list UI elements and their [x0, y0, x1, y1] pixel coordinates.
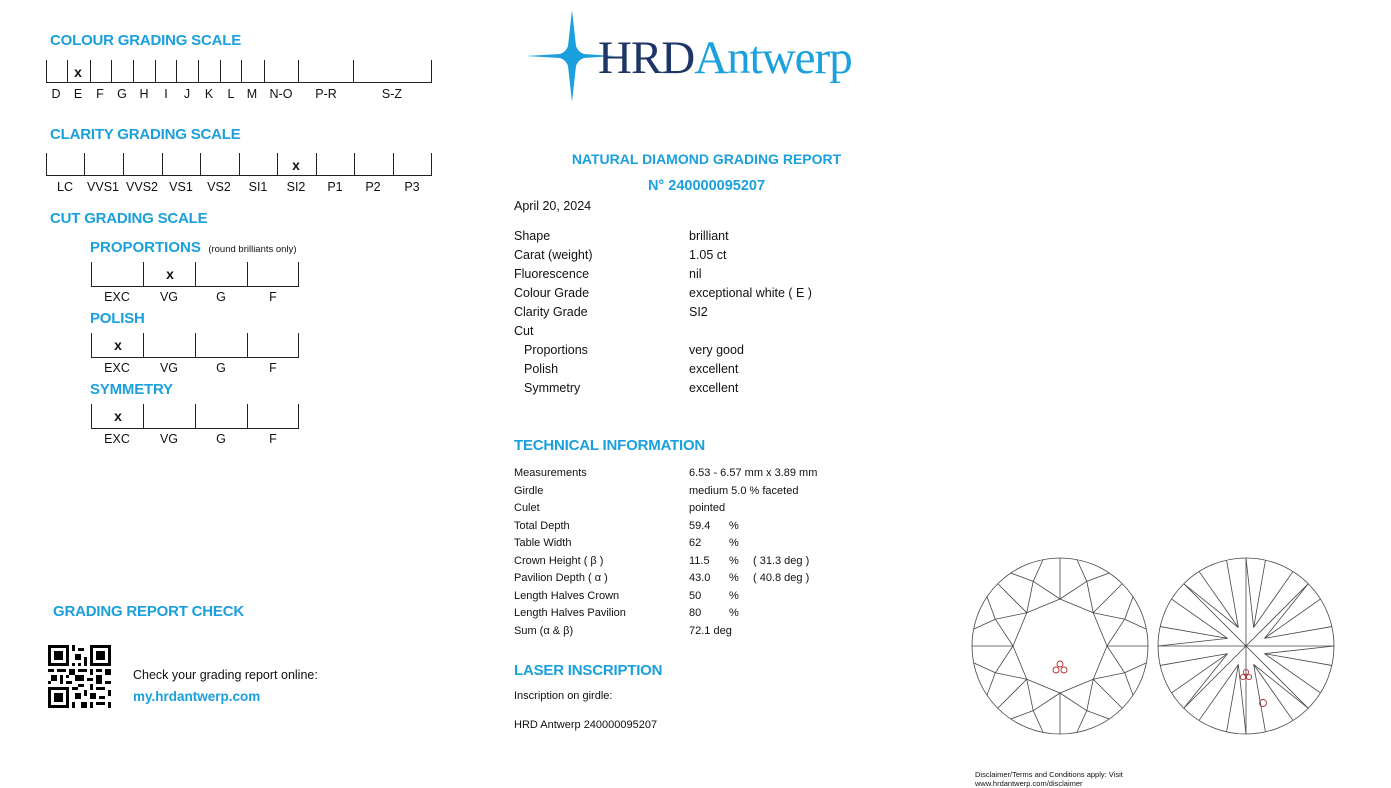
polish-label: EXC	[104, 361, 130, 375]
grading-value: very good	[689, 343, 744, 357]
pavilion-main	[1184, 584, 1246, 646]
clarity-label: P3	[404, 180, 420, 194]
laser-text: HRD Antwerp 240000095207	[514, 719, 658, 731]
tech-value: 59.4	[689, 519, 711, 532]
kite-edge	[998, 679, 1027, 708]
colour-label: F	[96, 87, 104, 101]
colour-tick	[264, 60, 265, 82]
crown-plot-diagram	[970, 556, 1150, 736]
star-facet	[1033, 581, 1060, 599]
cut-scale-title: CUT GRADING SCALE	[50, 210, 208, 227]
tech-extra: ( 31.3 deg )	[753, 554, 810, 567]
clarity-tick	[84, 153, 85, 175]
upper-girdle	[1033, 560, 1043, 582]
star-facet	[1107, 619, 1125, 646]
grading-value: nil	[689, 267, 702, 281]
star-facet	[1087, 679, 1093, 710]
upper-girdle	[1077, 711, 1087, 733]
clarity-tick	[277, 153, 278, 175]
colour-label: L	[227, 87, 235, 101]
tech-label: Pavilion Depth ( α )	[514, 572, 608, 584]
symmetry-label: G	[216, 432, 226, 446]
clarity-tick	[316, 153, 317, 175]
star-facet	[1087, 581, 1093, 612]
pavilion-edge	[1246, 558, 1254, 628]
star-facet	[1093, 673, 1124, 679]
polish-boxes	[91, 333, 299, 358]
polish-cell	[196, 333, 248, 357]
grading-label: Colour Grade	[514, 286, 590, 300]
grading-value: excellent	[689, 381, 739, 395]
tech-label: Measurements	[514, 467, 587, 479]
symmetry-cell	[196, 404, 248, 428]
clarity-label: LC	[57, 180, 73, 194]
clarity-tick	[46, 153, 47, 175]
upper-girdle	[1011, 573, 1033, 581]
grading-results-table	[514, 229, 894, 404]
clarity-grading-scale	[46, 153, 432, 193]
grading-label: Clarity Grade	[514, 305, 588, 319]
tech-value: 43.0	[689, 572, 711, 584]
colour-label: S-Z	[381, 87, 403, 101]
disclaimer-line1: Disclaimer/Terms and Conditions apply: Visit	[975, 770, 1123, 779]
grading-label: Cut	[514, 324, 534, 338]
proportions-label: VG	[159, 290, 179, 304]
pavilion-main	[1246, 646, 1308, 708]
clarity-label: VS1	[169, 180, 193, 194]
clarity-tick	[123, 153, 124, 175]
polish-label: F	[269, 361, 277, 375]
colour-tick	[90, 60, 91, 82]
pavilion-edge	[1264, 646, 1334, 654]
lower-girdle	[1227, 664, 1239, 731]
star-facet	[1107, 646, 1125, 673]
proportions-title: PROPORTIONS	[90, 239, 201, 256]
inclusion-mark-pavilion	[1240, 669, 1266, 706]
clarity-label: VVS1	[87, 180, 119, 194]
colour-baseline	[46, 60, 432, 83]
tech-unit: %	[729, 589, 739, 602]
tech-value: 11.5	[689, 554, 710, 567]
technical-title: TECHNICAL INFORMATION	[514, 437, 706, 454]
colour-tick	[220, 60, 221, 82]
lower-girdle	[1254, 664, 1266, 731]
lower-girdle	[1160, 627, 1227, 639]
colour-tick	[155, 60, 156, 82]
logo-hrd: HRD	[598, 32, 695, 84]
colour-label: H	[139, 87, 149, 101]
colour-tick	[46, 60, 47, 82]
star-facet	[1027, 679, 1033, 710]
table-edge	[1093, 613, 1107, 646]
table-edge	[1093, 646, 1107, 679]
colour-label: N-O	[269, 87, 293, 101]
colour-tick	[133, 60, 134, 82]
tech-label: Sum (α & β)	[514, 624, 574, 637]
colour-label: P-R	[315, 87, 337, 101]
pavilion-edge	[1184, 654, 1228, 709]
upper-girdle	[987, 673, 995, 695]
proportions-selected-mark: x	[166, 266, 174, 282]
lower-girdle	[1160, 654, 1227, 666]
clarity-label: P2	[365, 180, 381, 194]
check-link[interactable]: my.hrdantwerp.com	[133, 689, 261, 704]
disclaimer-line2[interactable]: www.hrdantwerp.com/disclaimer	[975, 779, 1083, 788]
clarity-tick	[431, 153, 432, 175]
colour-tick	[241, 60, 242, 82]
proportions-labels	[91, 290, 301, 306]
tech-label: Total Depth	[514, 519, 570, 532]
tech-label: Girdle	[514, 484, 544, 497]
colour-label: G	[117, 87, 127, 101]
colour-tick	[198, 60, 199, 82]
upper-girdle	[1125, 663, 1147, 673]
lower-girdle	[1227, 560, 1239, 627]
proportions-cell	[92, 262, 144, 286]
grading-label: Shape	[514, 229, 551, 243]
polish-label: VG	[159, 361, 179, 375]
grading-label: Fluorescence	[514, 267, 590, 281]
grading-value: excellent	[689, 362, 739, 376]
pavilion-main	[1184, 646, 1246, 708]
clarity-label: SI1	[248, 180, 268, 194]
kite-edge	[1093, 679, 1122, 708]
laser-label: Inscription on girdle:	[514, 690, 613, 702]
polish-cell	[144, 333, 196, 357]
proportions-label: F	[269, 290, 277, 304]
symmetry-label: VG	[159, 432, 179, 446]
pavilion-plot-diagram	[1156, 556, 1336, 736]
tech-label: Length Halves Crown	[514, 589, 620, 602]
pavilion-main	[1246, 584, 1308, 646]
proportions-cell	[196, 262, 248, 286]
tech-value: 6.53 - 6.57 mm x 3.89 mm	[689, 467, 818, 479]
upper-girdle	[1087, 573, 1109, 581]
star-facet	[995, 619, 1013, 646]
lower-girdle	[1254, 560, 1266, 627]
clarity-scale-title: CLARITY GRADING SCALE	[50, 126, 241, 143]
upper-girdle	[974, 663, 996, 673]
colour-label: M	[246, 87, 258, 101]
lower-girdle	[1264, 627, 1331, 639]
report-title: NATURAL DIAMOND GRADING REPORT	[571, 151, 842, 167]
tech-unit: %	[729, 572, 739, 584]
disclaimer	[975, 770, 1123, 788]
laser-title: LASER INSCRIPTION	[514, 662, 663, 679]
tech-label: Length Halves Pavilion	[514, 607, 626, 619]
upper-girdle	[987, 597, 995, 619]
table-edge	[1013, 646, 1027, 679]
colour-label: I	[164, 87, 168, 101]
pavilion-edge	[1184, 584, 1239, 628]
symmetry-selected-mark: x	[114, 408, 122, 424]
upper-girdle	[1125, 673, 1133, 695]
grading-value: SI2	[689, 305, 708, 319]
upper-girdle	[1087, 711, 1109, 719]
kite-edge	[998, 584, 1027, 613]
colour-label: K	[204, 87, 214, 101]
colour-grading-scale	[46, 60, 432, 106]
tech-unit: %	[729, 537, 739, 549]
tech-unit: %	[729, 607, 739, 619]
kite-edge	[1093, 584, 1122, 613]
lower-girdle	[1264, 654, 1331, 666]
tech-value: 80	[689, 607, 702, 619]
tech-unit: %	[729, 519, 739, 532]
colour-label: D	[51, 87, 61, 101]
colour-scale-title: COLOUR GRADING SCALE	[50, 32, 242, 49]
polish-title: POLISH	[90, 310, 145, 327]
star-facet	[995, 613, 1026, 619]
clarity-tick	[200, 153, 201, 175]
polish-cell	[248, 333, 299, 357]
star-facet	[1033, 693, 1060, 711]
proportions-label: G	[216, 290, 226, 304]
check-text: Check your grading report online:	[133, 668, 318, 682]
colour-selected-mark: x	[74, 64, 82, 80]
tech-value: medium 5.0 % faceted	[689, 484, 799, 497]
upper-girdle	[1125, 597, 1133, 619]
colour-tick	[431, 60, 432, 82]
upper-girdle	[1033, 711, 1043, 733]
colour-label: E	[73, 87, 83, 101]
report-number: N° 240000095207	[647, 178, 766, 194]
symmetry-cell	[144, 404, 196, 428]
tech-label: Table Width	[514, 537, 572, 549]
grading-label: Carat (weight)	[514, 248, 593, 262]
grading-value: 1.05 ct	[689, 248, 727, 262]
colour-tick	[111, 60, 112, 82]
colour-tick	[353, 60, 354, 82]
tech-value: 62	[689, 537, 702, 549]
symmetry-labels	[91, 432, 301, 448]
proportions-label: EXC	[104, 290, 130, 304]
tech-value: pointed	[689, 502, 726, 514]
upper-girdle	[1011, 711, 1033, 719]
colour-label: J	[183, 87, 191, 101]
clarity-tick	[162, 153, 163, 175]
pavilion-edge	[1158, 638, 1228, 646]
star-facet	[995, 646, 1013, 673]
tech-value: 50	[689, 589, 702, 602]
clarity-label: VS2	[207, 180, 231, 194]
upper-girdle	[1125, 619, 1147, 629]
colour-tick	[176, 60, 177, 82]
table-edge	[1027, 599, 1060, 613]
clarity-tick	[239, 153, 240, 175]
upper-girdle	[1077, 560, 1087, 582]
grading-value: exceptional white ( E )	[689, 286, 812, 300]
tech-label: Culet	[514, 502, 540, 514]
clarity-label: VVS2	[126, 180, 158, 194]
symmetry-boxes	[91, 404, 299, 429]
clarity-tick	[354, 153, 355, 175]
clarity-label: P1	[327, 180, 343, 194]
proportions-heading	[90, 239, 297, 257]
upper-girdle	[974, 619, 996, 629]
inclusion-mark	[1053, 661, 1067, 673]
grading-label: Polish	[524, 362, 559, 376]
grading-value: brilliant	[689, 229, 729, 243]
tech-label: Crown Height ( β )	[514, 554, 604, 567]
tech-value: 72.1 deg	[689, 624, 732, 637]
star-facet	[1093, 613, 1124, 619]
tech-unit: %	[729, 554, 739, 567]
logo-antwerp: Antwerp	[694, 32, 852, 84]
star-facet	[1027, 581, 1033, 612]
table-edge	[1027, 679, 1060, 693]
star-facet	[995, 673, 1026, 679]
star-facet	[1060, 693, 1087, 711]
clarity-selected-mark: x	[292, 157, 300, 173]
qr-code-icon[interactable]	[48, 645, 111, 708]
table-edge	[1013, 613, 1027, 646]
colour-tick	[298, 60, 299, 82]
pavilion-edge	[1254, 664, 1309, 708]
pavilion-edge	[1264, 584, 1308, 639]
clarity-tick	[393, 153, 394, 175]
polish-labels	[91, 361, 301, 377]
symmetry-label: F	[269, 432, 277, 446]
proportions-note: (round brilliants only)	[208, 244, 297, 255]
tech-extra: ( 40.8 deg )	[753, 572, 810, 584]
polish-label: G	[216, 361, 226, 375]
table-edge	[1060, 599, 1093, 613]
table-edge	[1060, 679, 1093, 693]
proportions-boxes	[91, 262, 299, 287]
star-facet	[1060, 581, 1087, 599]
report-check-title: GRADING REPORT CHECK	[53, 603, 245, 620]
proportions-cell	[248, 262, 299, 286]
symmetry-cell	[248, 404, 299, 428]
symmetry-label: EXC	[104, 432, 130, 446]
polish-selected-mark: x	[114, 337, 122, 353]
clarity-label: SI2	[286, 180, 306, 194]
report-date: April 20, 2024	[514, 199, 592, 213]
grading-label: Proportions	[524, 343, 588, 357]
symmetry-title: SYMMETRY	[90, 381, 173, 398]
grading-label: Symmetry	[524, 381, 581, 395]
technical-table	[514, 467, 894, 647]
